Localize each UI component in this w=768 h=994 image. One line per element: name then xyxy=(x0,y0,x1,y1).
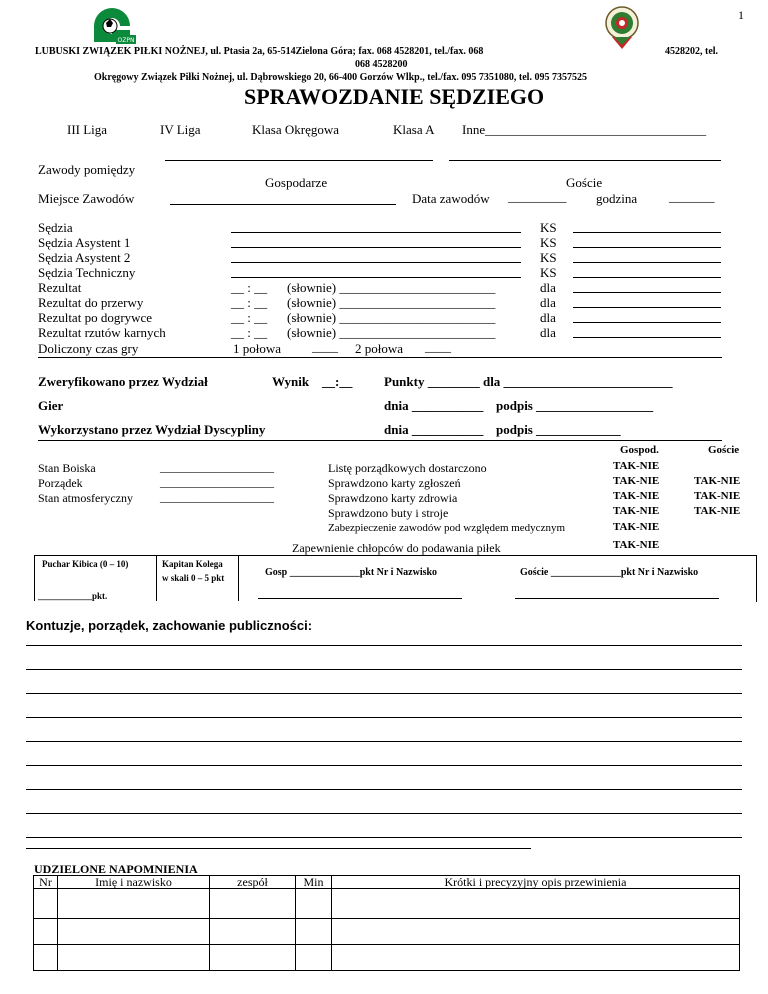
condition-field[interactable]: ___________________ xyxy=(160,475,274,489)
table-header-row xyxy=(34,876,740,889)
official-club-field[interactable] xyxy=(573,277,721,278)
league-iv[interactable]: IV Liga xyxy=(160,122,201,137)
league-okregowa[interactable]: Klasa Okręgowa xyxy=(252,122,339,137)
table-cell[interactable] xyxy=(34,919,58,945)
disciplinary-label: Wykorzystano przez Wydział Dyscypliny xyxy=(38,422,266,437)
table-cell[interactable] xyxy=(210,889,296,919)
date-field[interactable]: _________ xyxy=(508,189,567,204)
official-name-field[interactable] xyxy=(231,277,521,278)
result-words-field[interactable]: (słownie) ________________________ xyxy=(287,295,496,310)
result-label: Rezultat xyxy=(38,280,82,295)
league-a[interactable]: Klasa A xyxy=(393,122,435,137)
result-score-field[interactable]: __ : __ xyxy=(231,325,268,340)
time-label: godzina xyxy=(596,191,638,206)
official-name-field[interactable] xyxy=(231,262,521,263)
official-label: Sędzia Asystent 1 xyxy=(38,235,131,250)
official-club-tag: KS xyxy=(540,220,557,235)
check-away-value[interactable]: TAK-NIE xyxy=(694,475,741,487)
remarks-line[interactable] xyxy=(26,813,742,814)
remarks-line[interactable] xyxy=(26,789,742,790)
table-cell[interactable] xyxy=(58,889,210,919)
official-name-field[interactable] xyxy=(231,232,521,233)
official-club-field[interactable] xyxy=(573,247,721,248)
remarks-line[interactable] xyxy=(26,645,742,646)
check-label: Sprawdzono karty zdrowia xyxy=(328,491,458,505)
column-header: zespół xyxy=(210,876,296,889)
ratings-box xyxy=(34,555,757,602)
table-row[interactable] xyxy=(34,889,740,919)
table-cell[interactable] xyxy=(296,919,332,945)
venue-label: Miejsce Zawodów xyxy=(38,191,135,206)
disciplinary-date-field[interactable]: dnia ___________ xyxy=(384,422,484,437)
ratings-divider xyxy=(156,555,157,601)
result-label: Rezultat do przerwy xyxy=(38,295,144,310)
condition-label: Stan Boiska xyxy=(38,461,96,475)
check-home-value[interactable]: TAK-NIE xyxy=(613,505,660,517)
check-home-value[interactable]: TAK-NIE xyxy=(613,460,660,472)
verified-by-label: Zweryfikowano przez Wydział xyxy=(38,374,208,389)
table-cell[interactable] xyxy=(58,919,210,945)
column-home: Gospod. xyxy=(620,444,659,456)
ozpn-logo xyxy=(90,6,142,46)
extra-time-half1-label: 1 połowa xyxy=(233,341,282,356)
table-cell[interactable] xyxy=(332,919,740,945)
check-home-value[interactable]: TAK-NIE xyxy=(613,490,660,502)
extra-time-half1-field[interactable]: ____ xyxy=(312,339,338,354)
condition-field[interactable]: ___________________ xyxy=(160,490,274,504)
home-captain-field[interactable]: Gosp ______________pkt Nr i Nazwisko xyxy=(265,567,438,578)
check-label: Listę porządkowych dostarczono xyxy=(328,461,487,475)
lzpn-crest-logo xyxy=(600,5,644,51)
fans-cup-label: Puchar Kibica (0 – 10) xyxy=(42,559,129,569)
extra-time-half2-label: 2 połowa xyxy=(355,341,404,356)
result-winner-tag: dla xyxy=(540,280,556,295)
official-club-field[interactable] xyxy=(573,262,721,263)
column-header: Imię i nazwisko xyxy=(58,876,210,889)
result-winner-tag: dla xyxy=(540,295,556,310)
extra-time-half2-field[interactable]: ____ xyxy=(425,339,451,354)
verified-points-field[interactable]: Punkty ________ dla __________________________ xyxy=(384,374,673,389)
result-words-field[interactable]: (słownie) ________________________ xyxy=(287,310,496,325)
result-winner-field[interactable] xyxy=(573,322,721,323)
ballboys-value[interactable]: TAK-NIE xyxy=(613,539,660,551)
condition-field[interactable]: ___________________ xyxy=(160,460,274,474)
ballboys-label: Zapewnienie chłopców do podawania piłek xyxy=(292,541,501,555)
table-cell[interactable] xyxy=(296,945,332,971)
table-cell[interactable] xyxy=(34,889,58,919)
condition-label: Stan atmosferyczny xyxy=(38,491,133,505)
remarks-line[interactable] xyxy=(26,837,742,838)
cautions-table xyxy=(33,875,740,971)
cautions-title: UDZIELONE NAPOMNIENIA xyxy=(34,862,198,876)
table-row[interactable] xyxy=(34,919,740,945)
table-row[interactable] xyxy=(34,945,740,971)
time-field[interactable]: _______ xyxy=(669,189,715,204)
remarks-line[interactable] xyxy=(26,693,742,694)
table-cell[interactable] xyxy=(210,945,296,971)
check-label: Zabezpieczenie zawodów pod względem medycznym xyxy=(328,522,566,534)
ozpn-logo-text: OZPN xyxy=(117,37,135,44)
verified-result-field[interactable]: __:__ xyxy=(322,374,353,389)
away-label: Goście xyxy=(566,175,603,190)
result-winner-tag: dla xyxy=(540,310,556,325)
check-label: Sprawdzono buty i stroje xyxy=(328,506,449,520)
result-winner-field[interactable] xyxy=(573,292,721,293)
page-title: SPRAWOZDANIE SĘDZIEGO xyxy=(244,84,545,109)
column-header: Min xyxy=(296,876,332,889)
home-captain-line[interactable] xyxy=(258,598,462,599)
page-number: 1 xyxy=(738,8,744,22)
disciplinary-signature-field[interactable]: podpis _____________ xyxy=(496,422,621,437)
official-label: Sędzia Asystent 2 xyxy=(38,250,131,265)
remarks-line[interactable] xyxy=(26,848,531,849)
verified-by-label-2: Gier xyxy=(38,398,64,413)
league-iii[interactable]: III Liga xyxy=(67,122,108,137)
result-score-field[interactable]: __ : __ xyxy=(231,310,268,325)
league-other[interactable]: Inne__________________________________ xyxy=(462,122,707,137)
divider xyxy=(38,440,722,441)
away-captain-line[interactable] xyxy=(515,598,719,599)
captain-label: Kapitan Kolega xyxy=(162,559,223,569)
fans-cup-points-field[interactable]: ____________pkt. xyxy=(38,591,108,601)
condition-label: Porządek xyxy=(38,476,83,490)
away-captain-field[interactable]: Goście ______________pkt Nr i Nazwisko xyxy=(520,567,699,578)
table-cell[interactable] xyxy=(58,945,210,971)
check-away-value[interactable]: TAK-NIE xyxy=(694,505,741,517)
check-away-value[interactable]: TAK-NIE xyxy=(694,490,741,502)
verified-signature-field[interactable]: podpis __________________ xyxy=(496,398,654,413)
header-line1: LUBUSKI ZWIĄZEK PIŁKI NOŻNEJ, ul. Ptasia 2a, 65-514Zielona Góra; fax. 068 4528201, tel./fax. 068 xyxy=(35,46,484,57)
official-club-field[interactable] xyxy=(573,232,721,233)
table-cell[interactable] xyxy=(34,945,58,971)
check-home-value[interactable]: TAK-NIE xyxy=(613,475,660,487)
column-header: Nr xyxy=(34,876,58,889)
away-team-field[interactable] xyxy=(449,160,721,161)
result-label: Rezultat rzutów karnych xyxy=(38,325,166,340)
check-label: Sprawdzono karty zgłoszeń xyxy=(328,476,461,490)
official-club-tag: KS xyxy=(540,265,557,280)
extra-time-label: Doliczony czas gry xyxy=(38,341,139,356)
header-line2: 068 4528200 xyxy=(355,59,408,70)
venue-field[interactable] xyxy=(170,204,396,205)
remarks-title: Kontuzje, porządek, zachowanie publiczności: xyxy=(26,618,313,633)
remarks-line[interactable] xyxy=(26,717,742,718)
result-score-field[interactable]: __ : __ xyxy=(231,295,268,310)
result-label: Rezultat po dogrywce xyxy=(38,310,153,325)
remarks-line[interactable] xyxy=(26,669,742,670)
date-label: Data zawodów xyxy=(412,191,490,206)
table-cell[interactable] xyxy=(332,889,740,919)
home-label: Gospodarze xyxy=(265,175,328,190)
result-words-field[interactable]: (słownie) ________________________ xyxy=(287,325,496,340)
result-winner-field[interactable] xyxy=(573,307,721,308)
teams-label: Zawody pomiędzy xyxy=(38,162,136,177)
result-winner-tag: dla xyxy=(540,325,556,340)
official-name-field[interactable] xyxy=(231,247,521,248)
verified-date-field[interactable]: dnia ___________ xyxy=(384,398,484,413)
column-away: Goście xyxy=(708,444,740,456)
home-team-field[interactable] xyxy=(165,160,433,161)
check-home-value[interactable]: TAK-NIE xyxy=(613,521,660,533)
header-line3: Okręgowy Związek Piłki Nożnej, ul. Dąbrowskiego 20, 66-400 Gorzów Wlkp., tel./fax. 095 7351080, tel. 095 7357525 xyxy=(94,72,587,83)
official-label: Sędzia xyxy=(38,220,73,235)
remarks-line[interactable] xyxy=(26,765,742,766)
header-line1-right: 4528202, tel. xyxy=(665,46,719,57)
column-header: Krótki i precyzyjny opis przewinienia xyxy=(332,876,740,889)
official-label: Sędzia Techniczny xyxy=(38,265,136,280)
result-winner-field[interactable] xyxy=(573,337,721,338)
divider xyxy=(38,357,722,358)
official-club-tag: KS xyxy=(540,235,557,250)
table-cell[interactable] xyxy=(210,919,296,945)
result-score-field[interactable]: __ : __ xyxy=(231,280,268,295)
captain-scale-label: w skali 0 – 5 pkt xyxy=(162,573,225,583)
table-cell[interactable] xyxy=(332,945,740,971)
verified-result-label: Wynik xyxy=(272,374,310,389)
remarks-line[interactable] xyxy=(26,741,742,742)
ratings-divider xyxy=(34,555,35,601)
ratings-divider xyxy=(238,555,239,601)
official-club-tag: KS xyxy=(540,250,557,265)
table-cell[interactable] xyxy=(296,889,332,919)
result-words-field[interactable]: (słownie) ________________________ xyxy=(287,280,496,295)
